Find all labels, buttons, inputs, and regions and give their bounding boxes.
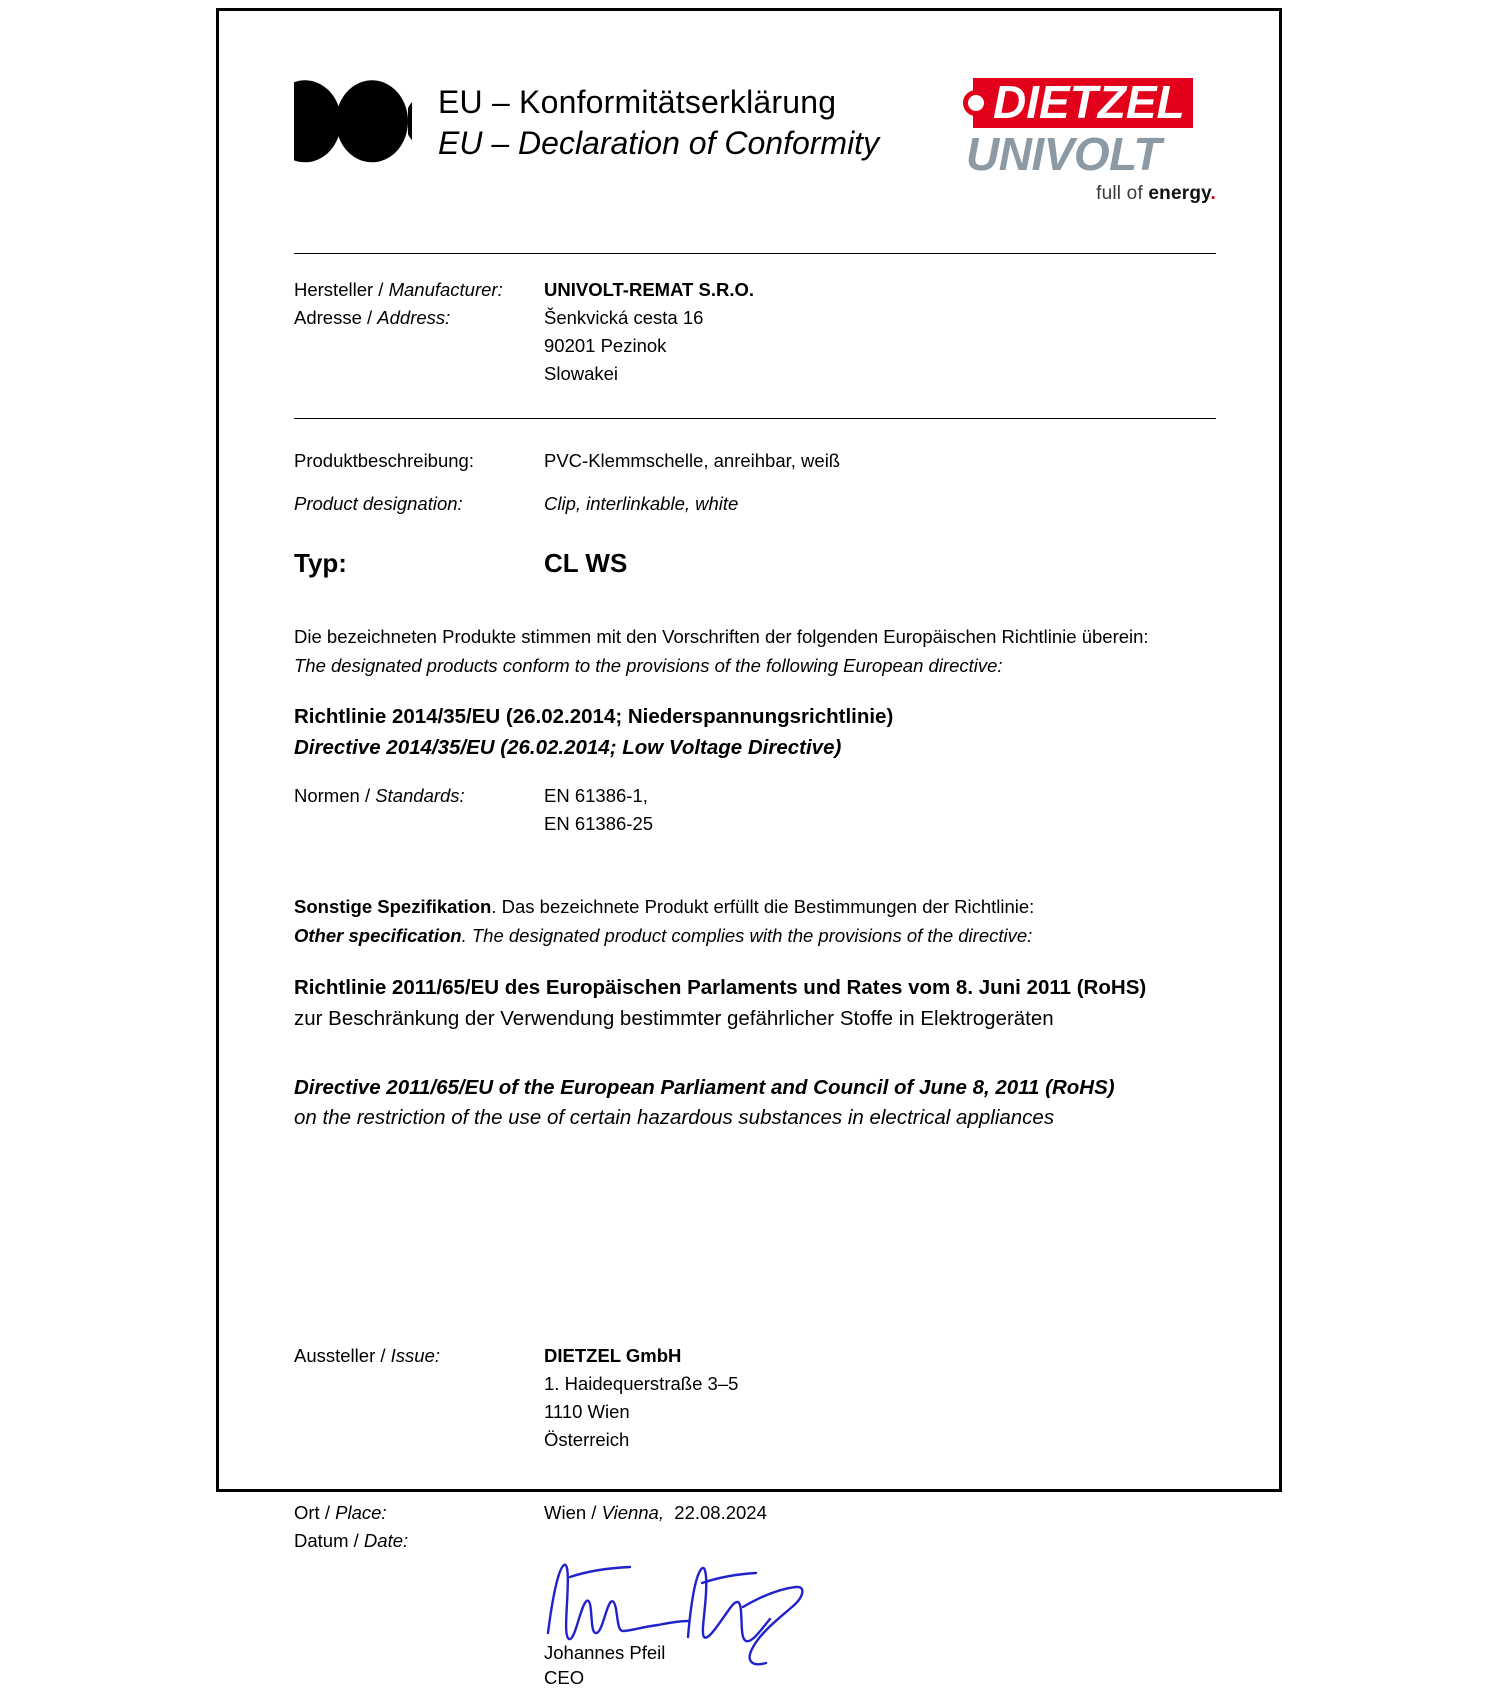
other-spec-de (294, 893, 1216, 922)
date-value: 22.08.2024 (674, 1501, 767, 1523)
other-specification-head (294, 893, 1216, 951)
directive-block (294, 702, 1216, 764)
document-content (216, 8, 1282, 1688)
manufacturer-city: 90201 Pezinok (544, 335, 667, 357)
directive-en: Directive 2014/35/EU (26.02.2014; Low Voltage Directive) (294, 736, 842, 760)
manufacturer-street: Šenkvická cesta 16 (544, 307, 704, 329)
logo-dot-icon (963, 90, 989, 116)
manufacturer-block (294, 276, 1216, 388)
manufacturer-label-en: Manufacturer: (388, 279, 503, 300)
manufacturer-country: Slowakei (544, 363, 619, 385)
logo-tagline (966, 183, 1216, 205)
logo-tagline-light: full of (1096, 183, 1149, 204)
divider-mid (294, 418, 1216, 419)
issuer-street: 1. Haidequerstraße 3–5 (544, 1373, 739, 1395)
date-label (294, 1527, 544, 1555)
place-label-de: Ort / (294, 1501, 336, 1523)
place-value-en: Vienna, (601, 1501, 664, 1523)
product-label-en: Product designation: (294, 492, 463, 514)
logo-univolt-text: UNIVOLT (966, 128, 1161, 180)
other-spec-en-bold: Other specification (294, 925, 462, 947)
address-label (294, 304, 544, 332)
logo-dietzel-row (966, 78, 1216, 128)
logo-dietzel-text: DIETZEL (973, 78, 1193, 128)
date-label-en: Date: (363, 1529, 409, 1551)
product-type-row (294, 548, 1216, 579)
place-label (294, 1499, 544, 1527)
other-spec-en (294, 922, 1216, 951)
issuer-label-de: Aussteller / (294, 1345, 391, 1367)
other-spec-en-rest: . The designated product complies with the provisions of the directive: (461, 925, 1033, 947)
logo-tagline-dot: . (1210, 183, 1216, 204)
signature-area (544, 1555, 1216, 1688)
standards-label-en: Standards: (375, 784, 465, 806)
signer-block (544, 1641, 665, 1691)
title-group (294, 68, 879, 164)
product-description-de: PVC-Klemmschelle, anreihbar, weiß (544, 450, 841, 472)
place-label-en: Place: (335, 1501, 387, 1523)
manufacturer-label-de: Hersteller / (294, 279, 389, 300)
manufacturer-country-row (294, 360, 1216, 388)
rohs-de-line1: Richtlinie 2011/65/EU des Europäischen Parlaments und Rates vom 8. Juni 2011 (RoHS) (294, 976, 1147, 1000)
document-title-de: EU – Konformitätserklärung (438, 84, 837, 120)
other-spec-de-bold: Sonstige Spezifikation (294, 896, 492, 918)
product-description-en: Clip, interlinkable, white (544, 492, 739, 514)
standard-item: EN 61386-1, (544, 784, 648, 806)
product-designation-row (294, 490, 1216, 518)
divider-top (294, 253, 1216, 254)
standards-label (294, 782, 544, 838)
issuer-details (544, 1342, 738, 1454)
address-label-en: Address: (377, 307, 451, 329)
issuer-label-en: Issue: (390, 1345, 441, 1367)
product-description-row (294, 447, 1216, 475)
signer-role: CEO (544, 1666, 585, 1688)
manufacturer-name-row (294, 276, 1216, 304)
conformity-statement-de: Die bezeichneten Produkte stimmen mit den Vorschriften der folgenden Europäischen Richtlinie überein: (294, 625, 1149, 647)
conformity-statement-en: The designated products conform to the provisions of the following European directive: (294, 654, 1003, 676)
manufacturer-city-row (294, 332, 1216, 360)
product-type-value: CL WS (544, 547, 628, 578)
rohs-en-line2: on the restriction of the use of certain hazardous substances in electrical appliances (294, 1106, 1055, 1130)
manufacturer-name: UNIVOLT-REMAT S.R.O. (544, 279, 755, 300)
issuer-name: DIETZEL GmbH (544, 1345, 682, 1367)
standards-label-de: Normen / (294, 784, 376, 806)
issuer-country: Österreich (544, 1429, 630, 1451)
document-title-en: EU – Declaration of Conformity (438, 124, 880, 161)
rohs-directive-en (294, 1073, 1216, 1135)
rohs-de-line2: zur Beschränkung der Verwendung bestimmter gefährlicher Stoffe in Elektrogeräten (294, 1006, 1054, 1030)
directive-de: Richtlinie 2014/35/EU (26.02.2014; Niederspannungsrichtlinie) (294, 705, 894, 729)
place-date-labels (294, 1499, 544, 1555)
document-header (294, 68, 1216, 205)
standard-item: EN 61386-25 (544, 812, 654, 834)
rohs-directive-de (294, 973, 1216, 1035)
product-label-de: Produktbeschreibung: (294, 450, 474, 472)
issuer-label (294, 1342, 544, 1454)
date-label-de: Datum / (294, 1529, 364, 1551)
manufacturer-address-row (294, 304, 1216, 332)
spacer-cell (294, 332, 544, 360)
rohs-en-line1: Directive 2011/65/EU of the European Parliament and Council of June 8, 2011 (RoHS) (294, 1075, 1115, 1099)
issuer-city: 1110 Wien (544, 1401, 630, 1423)
ce-mark-icon (294, 78, 412, 164)
conformity-statement (294, 623, 1216, 681)
manufacturer-label (294, 276, 544, 304)
dietzel-univolt-logo (966, 78, 1216, 205)
signer-name: Johannes Pfeil (544, 1641, 666, 1663)
spacer-cell (294, 360, 544, 388)
address-label-de: Adresse / (294, 307, 378, 329)
product-block (294, 447, 1216, 578)
product-type-label: Typ: (294, 547, 347, 578)
other-spec-de-rest: . Das bezeichnete Produkt erfüllt die Bestimmungen der Richtlinie: (491, 896, 1035, 918)
logo-tagline-bold: energy (1148, 183, 1211, 204)
standards-row (294, 782, 1216, 838)
issuer-block (294, 1342, 1216, 1454)
place-value-de: Wien / (544, 1501, 602, 1523)
standards-values (544, 782, 653, 838)
